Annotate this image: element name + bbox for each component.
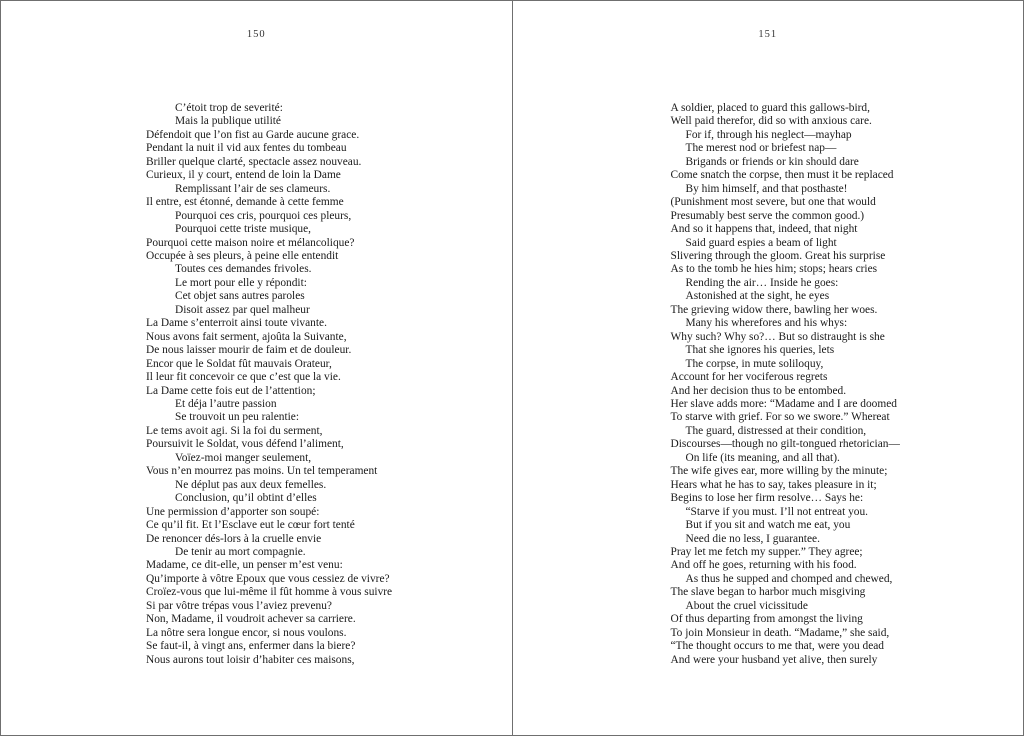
verse-line: That she ignores his queries, lets	[685, 344, 835, 357]
verse-line: On life (its meaning, and all that).	[685, 451, 840, 464]
verse-line: Curieux, il y court, entend de loin la Dame	[146, 169, 341, 182]
verse-line: Voïez-moi manger seulement,	[175, 451, 312, 464]
verse-line: C’étoit trop de severité:	[175, 102, 283, 114]
verse-line: Occupée à ses pleurs, à peine elle entendit	[146, 249, 339, 262]
verse-line: Account for her vociferous regrets	[670, 371, 828, 384]
verse-line: La nôtre sera longue encor, si nous voulons.	[146, 626, 347, 639]
verse-line: Encor que le Soldat fût mauvais Orateur,	[146, 357, 332, 370]
right-page	[513, 1, 1024, 735]
english-poem-text	[671, 102, 900, 667]
verse-line: Et déja l’autre passion	[175, 397, 277, 410]
verse-line: Vous n’en mourrez pas moins. Un tel temperament	[146, 465, 378, 478]
verse-line: Rending the air… Inside he goes:	[685, 276, 839, 289]
verse-line: A soldier, placed to guard this gallows-bird,	[670, 102, 870, 114]
verse-line: And were your husband yet alive, then surely	[670, 653, 878, 666]
verse-line: Hears what he has to say, takes pleasure in it;	[670, 478, 877, 491]
verse-line: Cet objet sans autres paroles	[175, 290, 305, 303]
verse-line: “Starve if you must. I’ll not entreat you.	[685, 505, 869, 518]
verse-line: Poursuivit le Soldat, vous défend l’aliment,	[146, 438, 344, 451]
verse-line: Il leur fit concevoir ce que c’est que la vie.	[146, 371, 341, 384]
verse-line: Ne déplut pas aux deux femelles.	[175, 478, 327, 491]
verse-line: Défendoit que l’on fist au Garde aucune grace.	[146, 128, 360, 141]
verse-line: Her slave adds more: “Madame and I are doomed	[670, 397, 897, 410]
verse-line: Come snatch the corpse, then must it be replaced	[670, 169, 894, 182]
verse-line: Brigands or friends or kin should dare	[685, 155, 859, 168]
verse-line: As thus he supped and chomped and chewed,	[685, 572, 893, 585]
verse-line: Ce qu’il fit. Et l’Esclave eut le cœur fort tenté	[146, 519, 355, 532]
verse-line: Non, Madame, il voudroit achever sa carriere.	[146, 613, 356, 626]
verse-line: Slivering through the gloom. Great his surprise	[670, 249, 886, 262]
verse-line: But if you sit and watch me eat, you	[685, 519, 851, 532]
verse-line: Se faut-il, à vingt ans, enfermer dans la biere?	[146, 640, 356, 653]
verse-line: “The thought occurs to me that, were you dead	[670, 640, 885, 653]
verse-line: And so it happens that, indeed, that night	[670, 223, 858, 236]
verse-line: Pourquoi ces cris, pourquoi ces pleurs,	[175, 209, 352, 222]
verse-line: (Punishment most severe, but one that would	[670, 196, 876, 209]
verse-line: Conclusion, qu’il obtint d’elles	[175, 492, 317, 505]
verse-line: Croïez-vous que lui-même il fût homme à vous suivre	[146, 586, 393, 599]
verse-line: And off he goes, returning with his food.	[670, 559, 857, 572]
verse-line: To join Monsieur in death. “Madame,” she said,	[670, 626, 890, 639]
verse-line: The slave began to harbor much misgiving	[670, 586, 866, 599]
verse-line: Il entre, est étonné, demande à cette femme	[146, 196, 344, 209]
verse-line: Well paid therefor, did so with anxious care.	[670, 115, 872, 128]
verse-line: For if, through his neglect—mayhap	[685, 128, 852, 141]
verse-line: Of thus departing from amongst the living	[670, 613, 863, 626]
verse-line: Astonished at the sight, he eyes	[685, 290, 830, 303]
verse-line: Pourquoi cette triste musique,	[175, 223, 312, 236]
verse-line: Many his wherefores and his whys:	[685, 317, 848, 330]
verse-line: De tenir au mort compagnie.	[175, 545, 306, 558]
verse-line: Presumably best serve the common good.)	[670, 209, 865, 222]
verse-line: Pourquoi cette maison noire et mélancolique?	[146, 236, 355, 249]
verse-line: The corpse, in mute soliloquy,	[685, 357, 824, 370]
verse-line: La Dame cette fois eut de l’attention;	[146, 384, 316, 397]
verse-line: Si par vôtre trépas vous l’aviez prevenu?	[146, 599, 332, 612]
verse-line: Toutes ces demandes frivoles.	[175, 263, 312, 276]
left-page	[1, 1, 513, 735]
verse-line: The guard, distressed at their condition,	[685, 424, 867, 437]
verse-line: Pray let me fetch my supper.” They agree;	[670, 545, 863, 558]
verse-line: Why such? Why so?… But so distraught is she	[670, 330, 885, 343]
verse-line: Briller quelque clarté, spectacle assez nouveau.	[146, 155, 362, 168]
verse-line: Mais la publique utilité	[175, 115, 281, 128]
verse-line: The merest nod or briefest nap—	[685, 142, 837, 155]
verse-line: Pendant la nuit il vid aux fentes du tombeau	[146, 142, 347, 155]
verse-line: The wife gives ear, more willing by the minute;	[670, 465, 888, 478]
verse-line: Discourses—though no gilt-tongued rhetorician—	[670, 438, 900, 451]
page-number-left: 150	[246, 29, 266, 40]
verse-line: To starve with grief. For so we swore.” Whereat	[670, 411, 890, 424]
verse-line: Une permission d’apporter son soupé:	[146, 505, 320, 518]
verse-line: Se trouvoit un peu ralentie:	[175, 411, 300, 424]
verse-line: By him himself, and that posthaste!	[685, 182, 848, 195]
verse-line: Le tems avoit agi. Si la foi du serment,	[146, 424, 323, 437]
page-number-right: 151	[758, 29, 778, 40]
verse-line: Remplissant l’air de ses clameurs.	[175, 182, 331, 195]
verse-line: Begins to lose her firm resolve… Says he:	[670, 492, 864, 505]
verse-line: De renoncer dés-lors à la cruelle envie	[146, 532, 322, 545]
verse-line: Nous avons fait serment, ajoûta la Suivante,	[146, 330, 347, 343]
verse-line: As to the tomb he hies him; stops; hears cries	[670, 263, 878, 276]
verse-line: Madame, ce dit-elle, un penser m’est venu:	[146, 559, 343, 572]
verse-line: La Dame s’enterroit ainsi toute vivante.	[146, 317, 327, 330]
verse-line: And her decision thus to be entombed.	[670, 384, 847, 397]
verse-line: About the cruel vicissitude	[685, 599, 808, 612]
verse-line: Le mort pour elle y répondit:	[175, 276, 307, 289]
verse-line: The grieving widow there, bawling her woes.	[670, 303, 878, 316]
verse-line: Said guard espies a beam of light	[685, 236, 837, 249]
verse-line: Qu’importe à vôtre Epoux que vous cessiez de vivre?	[146, 572, 390, 585]
french-poem-text	[146, 102, 392, 667]
verse-line: Need die no less, I guarantee.	[685, 532, 820, 545]
verse-line: De nous laisser mourir de faim et de douleur.	[146, 344, 352, 357]
verse-line: Nous aurons tout loisir d’habiter ces maisons,	[146, 653, 355, 666]
verse-line: Disoit assez par quel malheur	[175, 303, 310, 316]
